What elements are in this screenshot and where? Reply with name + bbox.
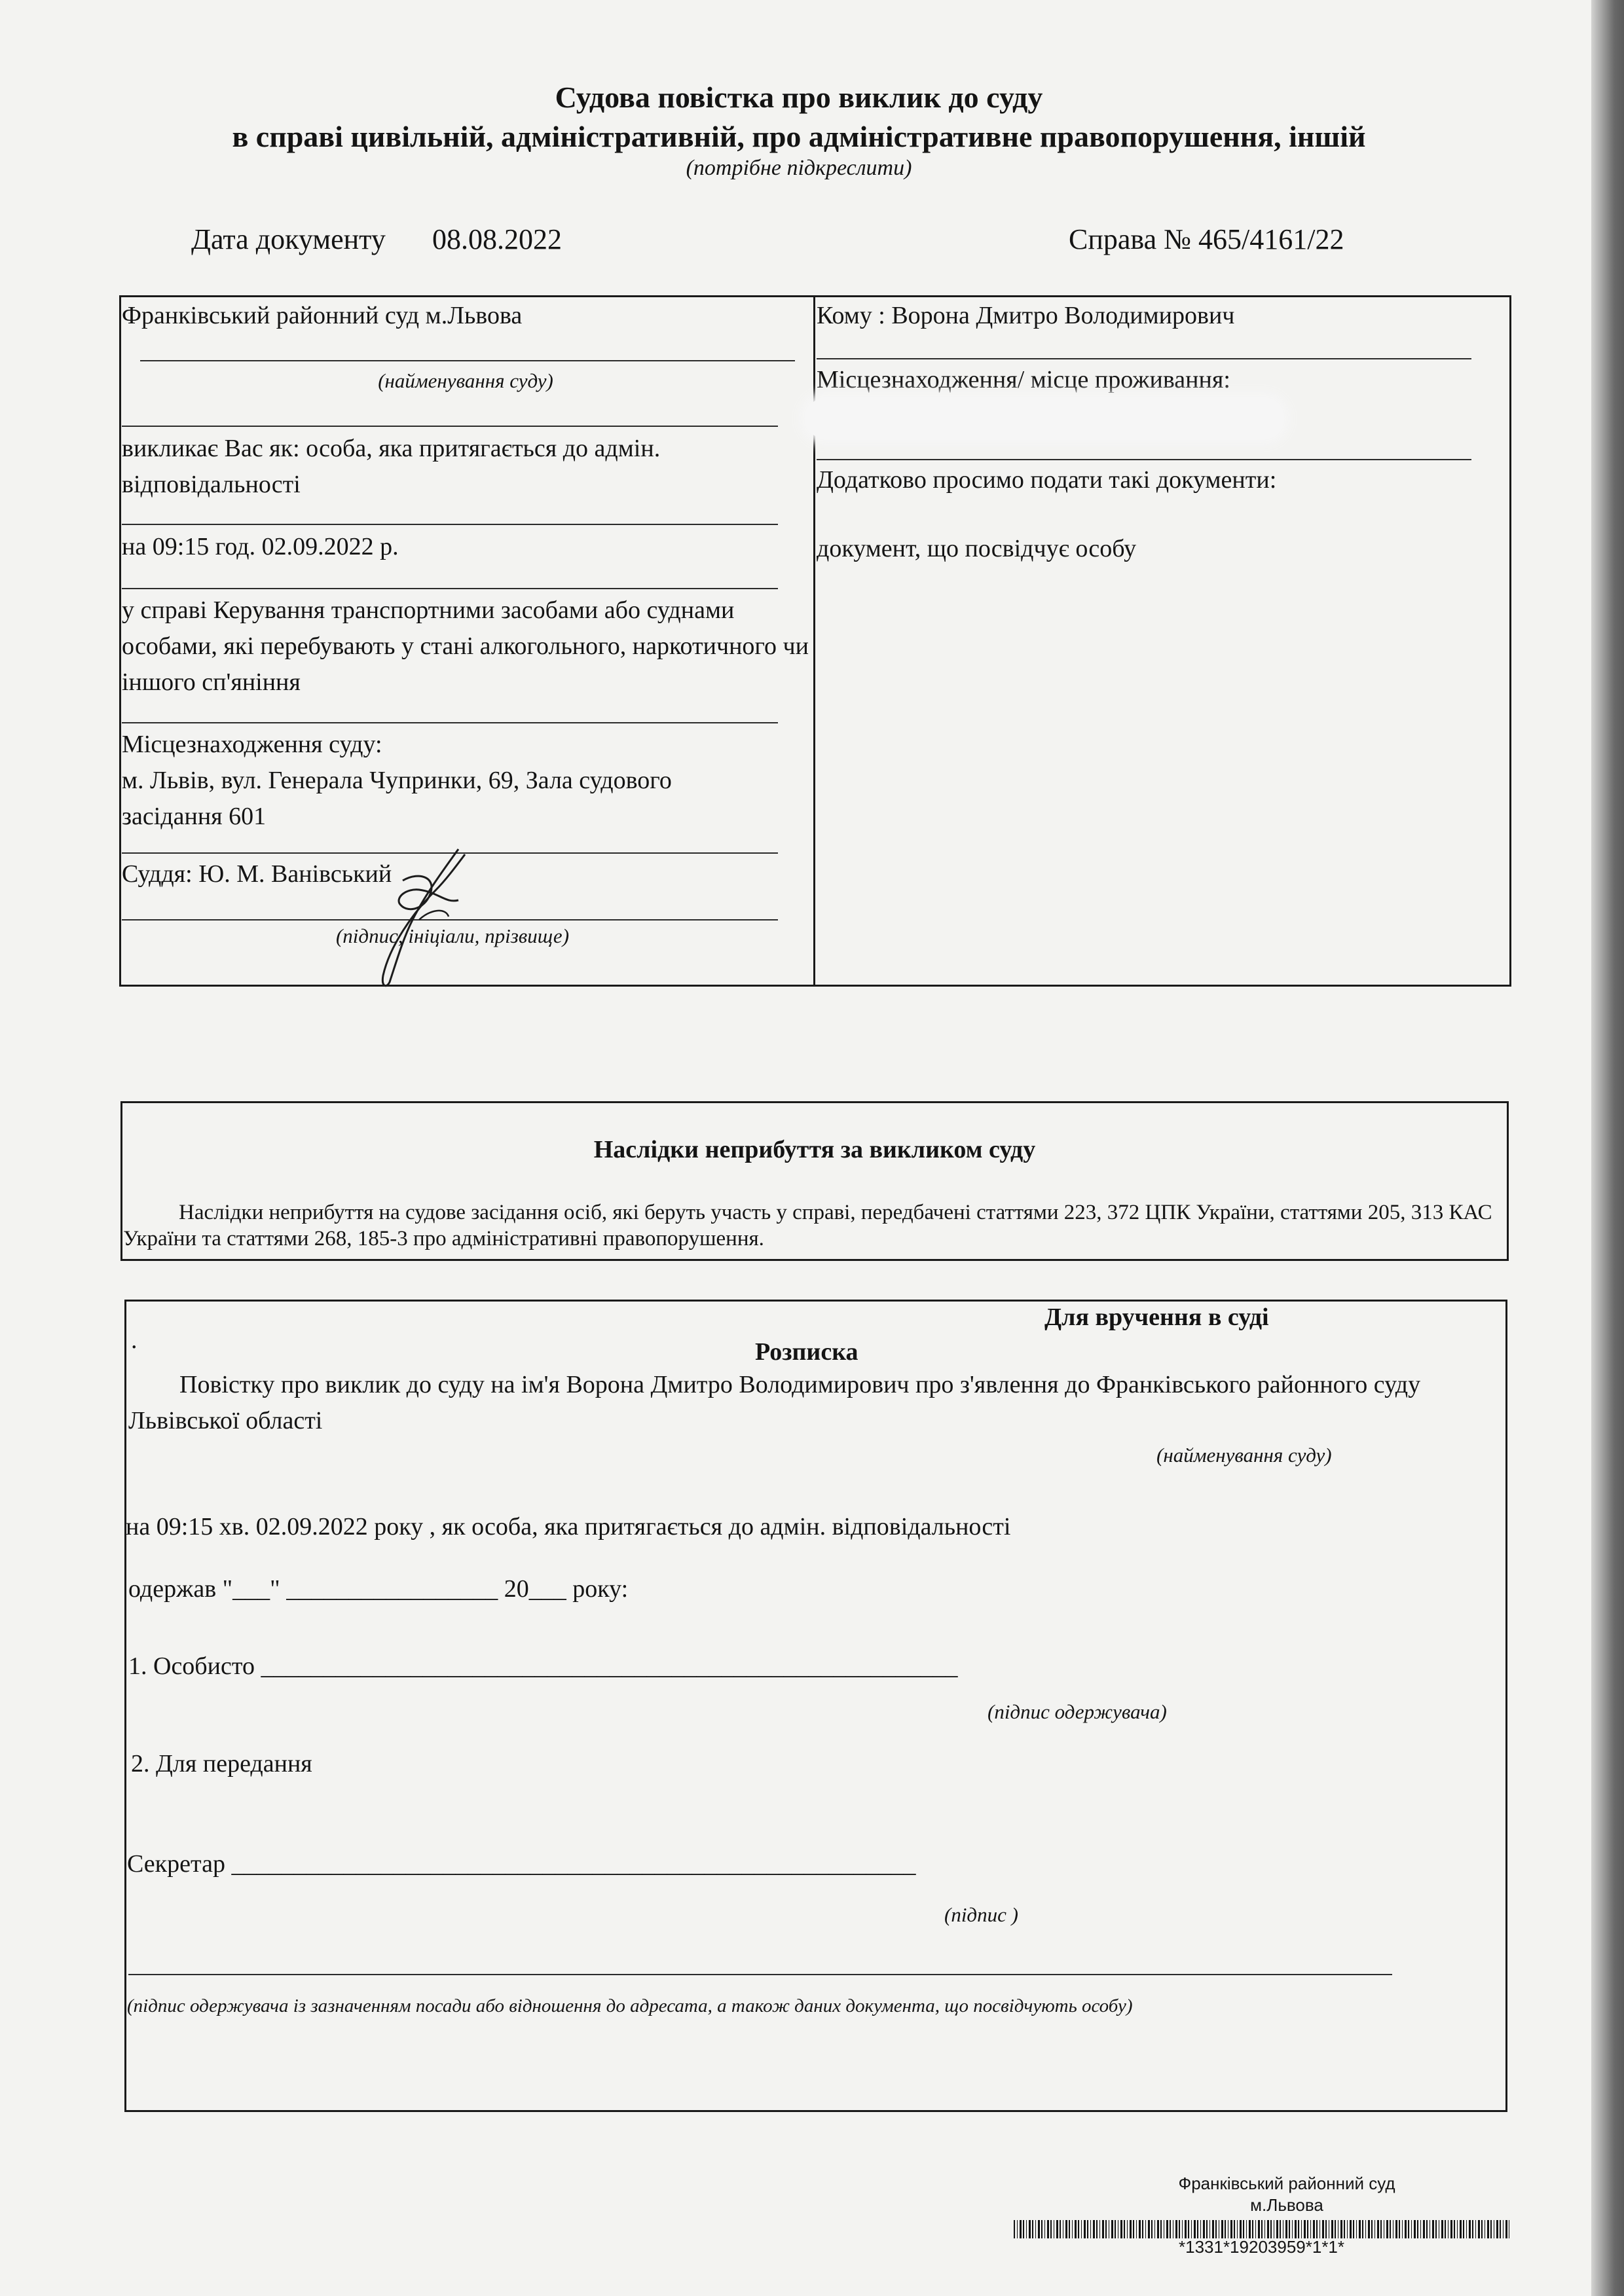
case-description-rule bbox=[122, 722, 778, 723]
footer-court-city: м.Львова bbox=[1250, 2195, 1323, 2215]
consequences-title: Наслідки неприбуття за викликом суду bbox=[593, 1136, 1036, 1163]
court-name-caption: (найменування суду) bbox=[378, 369, 553, 392]
received-date-line: одержав "___" _________________ 20___ року: bbox=[128, 1575, 629, 1603]
court-name-rule bbox=[140, 360, 795, 361]
case-label: Справа № bbox=[1069, 223, 1192, 255]
documents-label: Додатково просимо подати такі документи: bbox=[817, 466, 1277, 494]
summons-as-rule bbox=[122, 524, 778, 525]
barcode bbox=[1014, 2220, 1509, 2238]
footer-court-name: Франківський районний суд bbox=[1178, 2174, 1395, 2193]
receipt-court-caption: (найменування суду) bbox=[1156, 1444, 1332, 1467]
court-name: Франківський районний суд м.Львова bbox=[122, 302, 523, 329]
signature-caption: (підпис, ініціали, прізвище) bbox=[335, 924, 570, 947]
case-description: у справі Керування транспортними засобами або суднами особами, які перебувають у стані алкогольного, наркотичного чи іншого сп'яніння bbox=[122, 596, 809, 696]
judge-signature bbox=[367, 841, 498, 992]
document-title: Судова повістка про виклик до суду bbox=[555, 81, 1043, 114]
court-section-rule bbox=[122, 426, 778, 427]
recipient-details-caption: (підпис одержувача із зазначенням посади або відношення до адресата, а також даних документа, що посвідчують особу) bbox=[127, 1995, 1133, 2016]
page-edge-shadow bbox=[1591, 0, 1624, 2296]
addressee-rule bbox=[817, 358, 1471, 359]
consequences-text: Наслідки неприбуття на судове засідання осіб, які беруть участь у справі, передбачені статтями 223, 372 ЦПК України, статтями 205, 313 КАС України та статтями 268, 185-3 про адміністративні правопорушення. bbox=[123, 1201, 1492, 1250]
court-location-label: Місцезнаходження суду: bbox=[122, 731, 382, 758]
summons-as: викликає Вас як: особа, яка притягається до адмін. відповідальності bbox=[122, 435, 661, 498]
case-number: 465/4161/22 bbox=[1198, 223, 1344, 255]
for-transfer: 2. Для передання bbox=[131, 1750, 312, 1777]
recipient-details-rule bbox=[128, 1974, 1392, 1975]
secretary-signature-caption: (підпис ) bbox=[944, 1903, 1018, 1926]
underline-note: (потрібне підкреслити) bbox=[686, 156, 912, 180]
court-location: м. Львів, вул. Генерала Чупринки, 69, Зала судового засідання 601 bbox=[122, 767, 672, 830]
document-date-label: Дата документу bbox=[191, 223, 386, 255]
judge: Суддя: Ю. М. Ванівський bbox=[122, 860, 392, 888]
hearing-time-rule bbox=[122, 588, 778, 589]
addressee: Кому : Ворона Дмитро Володимирович bbox=[817, 302, 1235, 329]
receipt-hearing-time: на 09:15 хв. 02.09.2022 року , як особа, яка притягається до адмін. відповідальності bbox=[126, 1513, 1011, 1540]
document-subtitle: в справі цивільній, адміністративній, про адміністративне правопорушення, іншій bbox=[232, 120, 1366, 153]
address-label: Місцезнаходження/ місце проживання: bbox=[817, 366, 1230, 393]
address-rule bbox=[817, 459, 1471, 460]
for-court-delivery: Для вручення в суді bbox=[1044, 1303, 1269, 1331]
recipient-signature-caption: (підпис одержувача) bbox=[987, 1700, 1167, 1723]
required-document: документ, що посвідчує особу bbox=[817, 535, 1137, 562]
hearing-time: на 09:15 год. 02.09.2022 р. bbox=[122, 533, 399, 560]
receipt-text: Повістку про виклик до суду на ім'я Ворона Дмитро Володимирович про з'явлення до Франківського районного суду Львівської області bbox=[128, 1371, 1421, 1434]
receipt-title: Розписка bbox=[755, 1338, 858, 1366]
column-divider bbox=[813, 295, 815, 985]
barcode-text: *1331*19203959*1*1* bbox=[1178, 2237, 1345, 2257]
receipt-dot: . bbox=[131, 1326, 138, 1354]
personally-signature-line: 1. Особисто ________________________________________________________ bbox=[128, 1652, 958, 1680]
document-date: 08.08.2022 bbox=[432, 223, 562, 255]
secretary-signature-line: Секретар _______________________________________________________ bbox=[127, 1850, 916, 1878]
redacted-address bbox=[805, 398, 1283, 439]
